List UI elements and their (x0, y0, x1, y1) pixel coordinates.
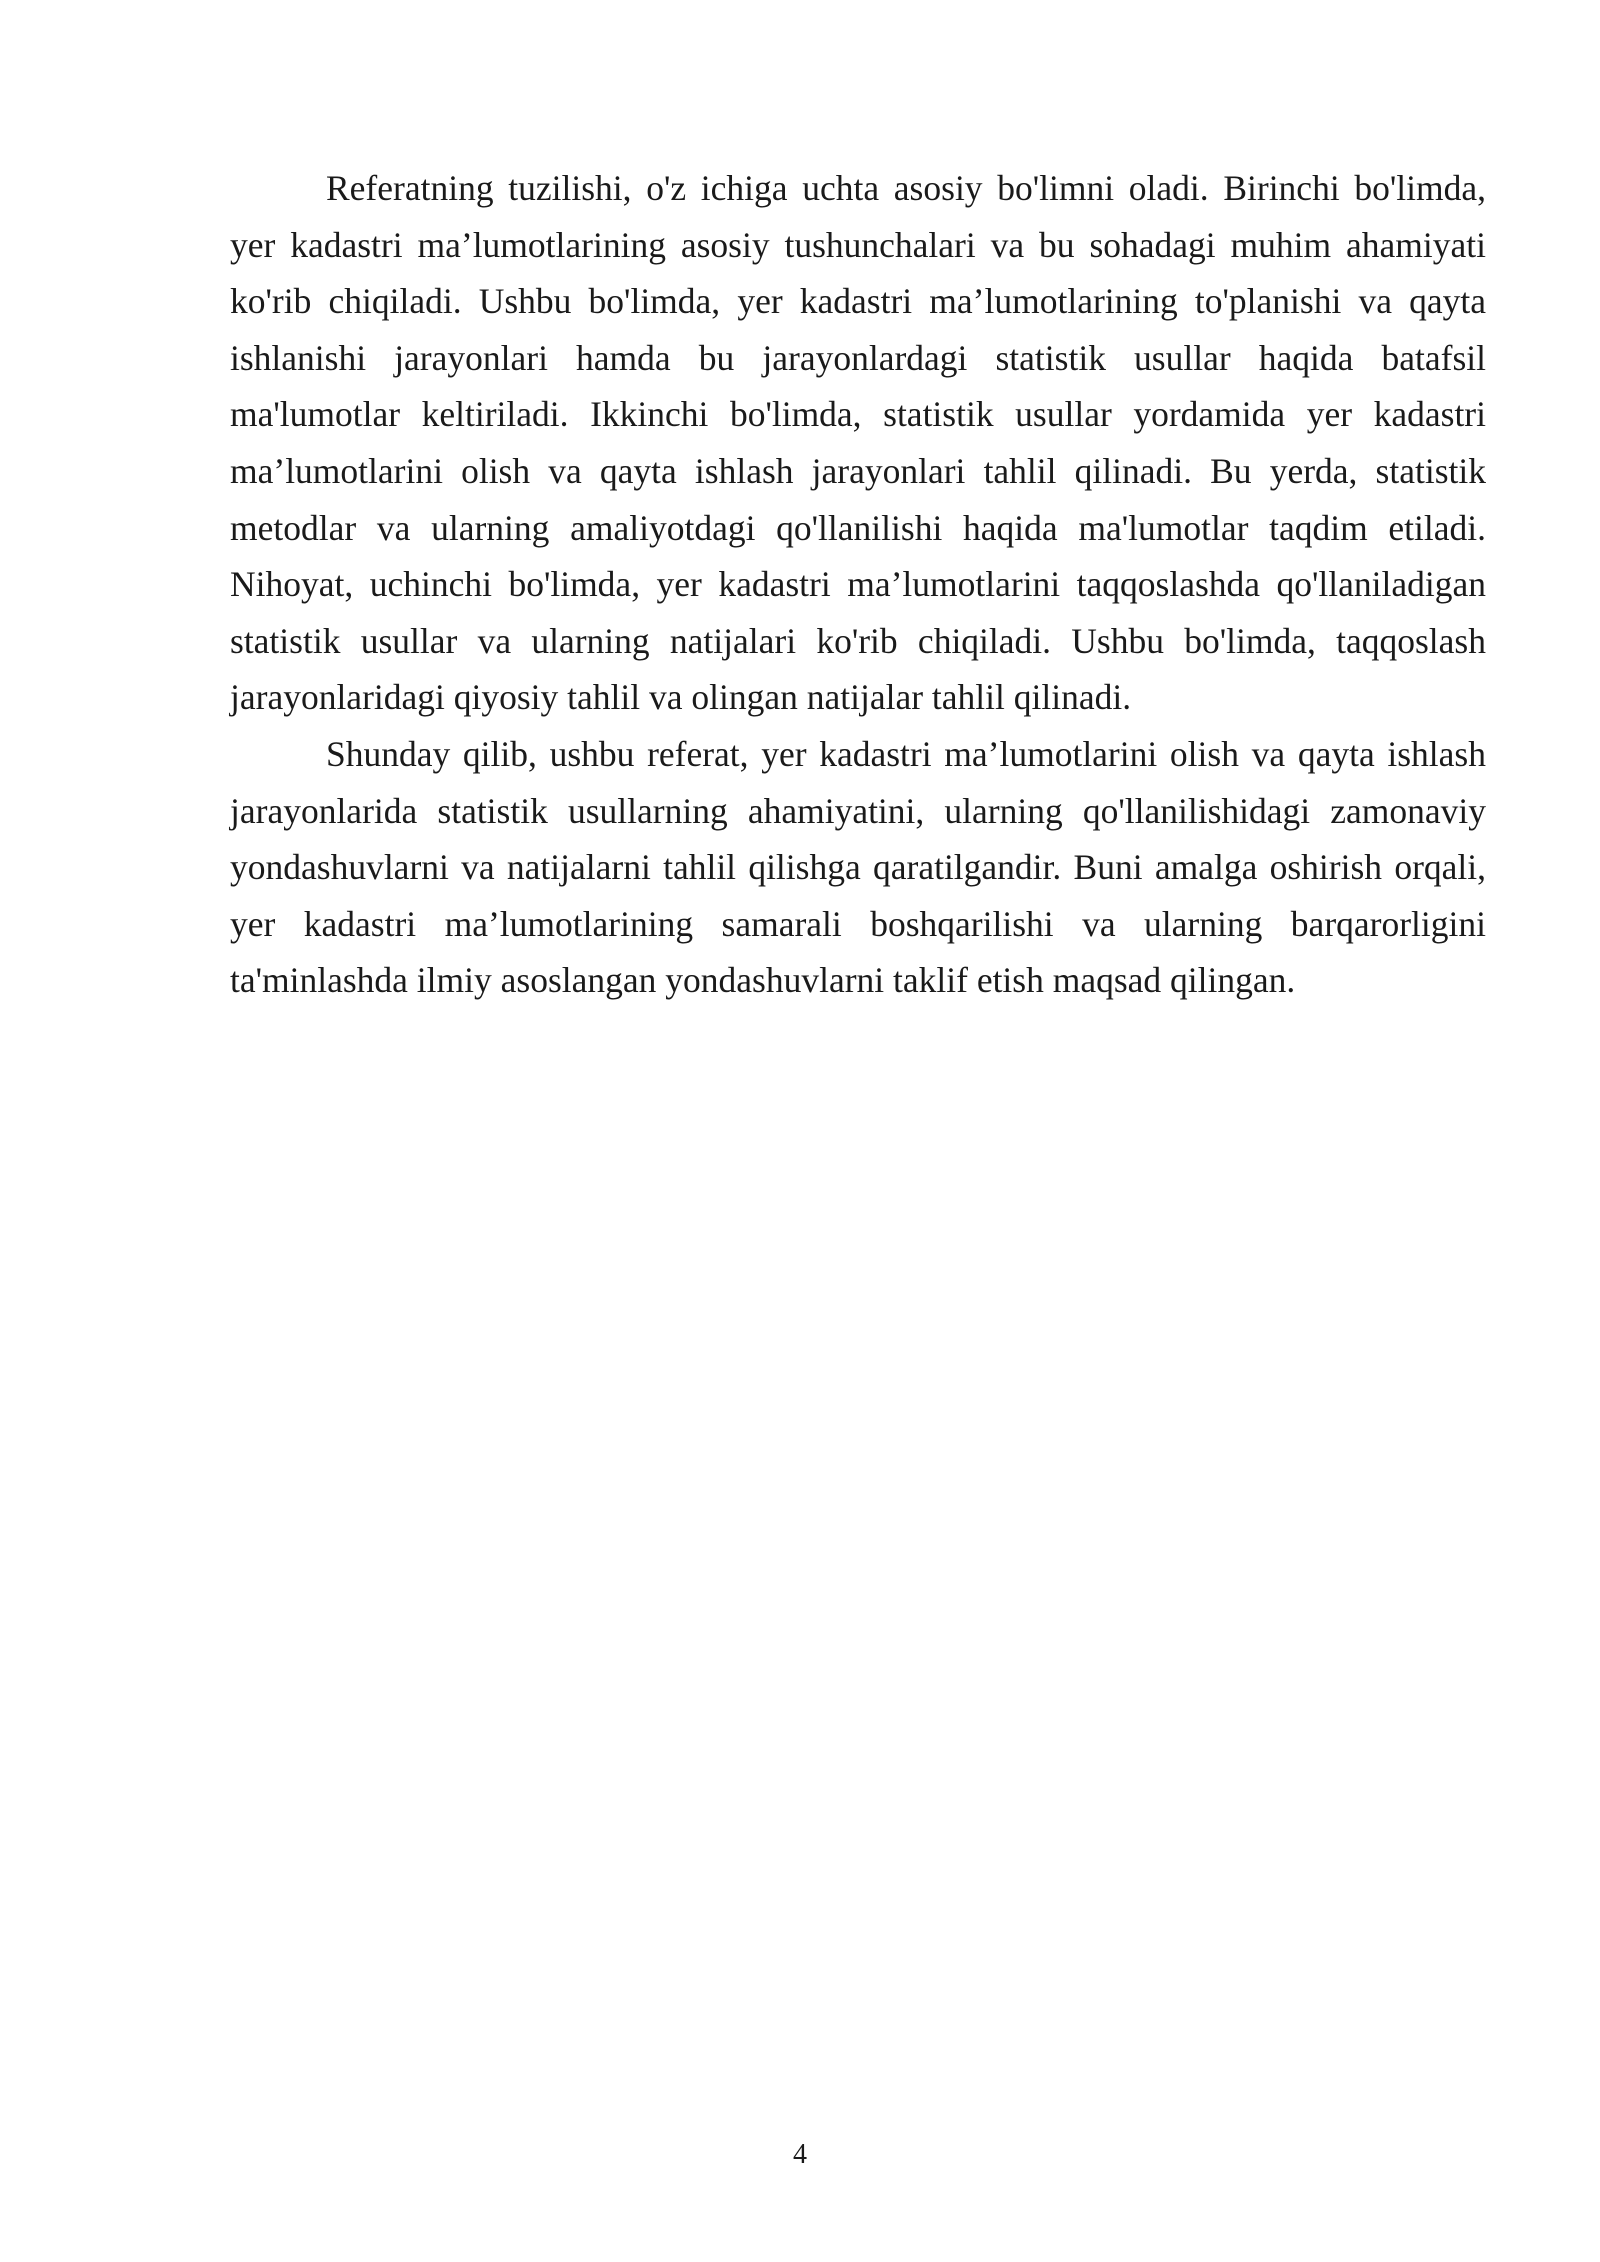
page-number: 4 (793, 2139, 807, 2170)
paragraph-2: Shunday qilib, ushbu referat, yer kadastri ma’lumotlarini olish va qayta ishlash jarayonlarida statistik usullarning ahamiyatini, ularning qo'llanilishidagi zamonaviy yondashuvlarni va natijalarni tahlil qilishga qaratilgandir. Buni amalga oshirish orqali, yer kadastri ma’lumotlarining samarali boshqarilishi va ularning barqarorligini ta'minlashda ilmiy asoslangan yondashuvlarni taklif etish maqsad qilingan. (230, 733, 1486, 1001)
paragraph-1: Referatning tuzilishi, o'z ichiga uchta asosiy bo'limni oladi. Birinchi bo'limda, yer kadastri ma’lumotlarining asosiy tushunchalari va bu sohadagi muhim ahamiyati ko'rib chiqiladi. Ushbu bo'limda, yer kadastri ma’lumotlarining to'planishi va qayta ishlanishi jarayonlari hamda bu jarayonlardagi statistik usullar haqida batafsil ma'lumotlar keltiriladi. Ikkinchi bo'limda, statistik usullar yordamida yer kadastri ma’lumotlarini olish va qayta ishlash jarayonlari tahlil qilinadi. Bu yerda, statistik metodlar va ularning amaliyotdagi qo'llanilishi haqida ma'lumotlar taqdim etiladi. Nihoyat, uchinchi bo'limda, yer kadastri ma’lumotlarini taqqoslashda qo'llaniladigan statistik usullar va ularning natijalari ko'rib chiqiladi. Ushbu bo'limda, taqqoslash jarayonlaridagi qiyosiy tahlil va olingan natijalar tahlil qilinadi. (230, 168, 1486, 718)
body-text (230, 160, 1486, 1009)
